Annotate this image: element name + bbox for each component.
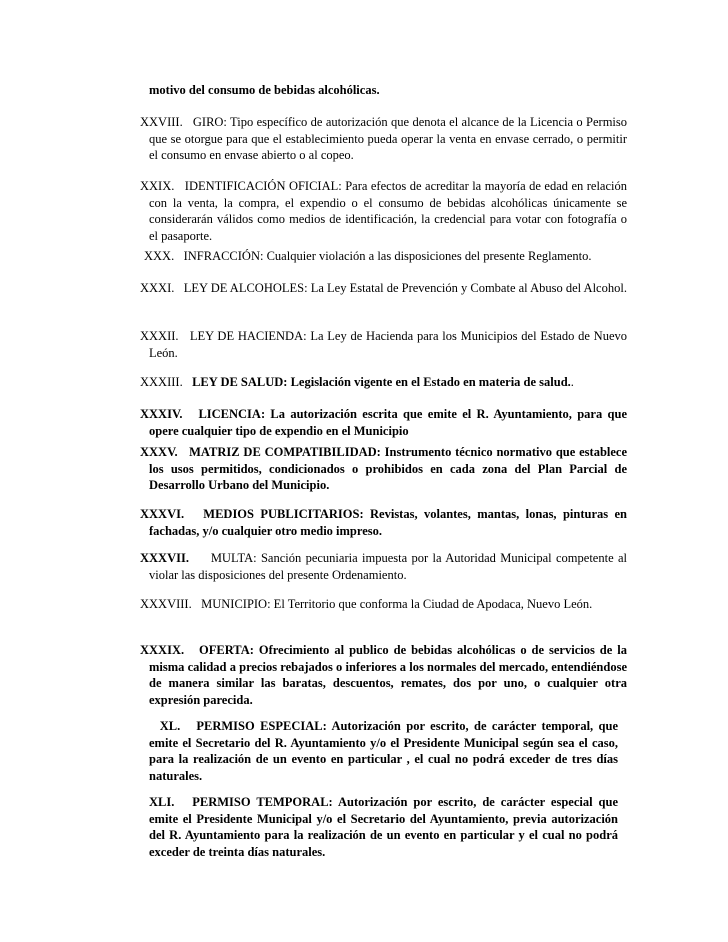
definition-xxxiii: XXXIII. LEY DE SALUD: Legislación vigente en el Estado en materia de salud..	[140, 375, 574, 389]
definition-xxxvii: XXXVII. MULTA: Sanción pecuniaria impuesta por la Autoridad Municipal competente al violar las disposiciones del presente Ordenamiento.	[140, 551, 628, 582]
paragraph-continuation: motivo del consumo de bebidas alcohólicas.	[149, 83, 380, 97]
definition-xxxiv: XXXIV. LICENCIA: La autorización escrita que emite el R. Ayuntamiento, para que opere cualquier tipo de expendio en el Municipio	[140, 407, 627, 438]
definition-xxxi: XXXI. LEY DE ALCOHOLES: La Ley Estatal de Prevención y Combate al Abuso del Alcohol.	[140, 281, 627, 295]
definition-xli: XLI. PERMISO TEMPORAL: Autorización por escrito, de carácter especial que emite el Presidente Municipal y/o el Secretario del Ayuntamiento, previa autorización del R. Ayuntamiento para la realización de un evento en particular y el cual no podrá exceder de treinta días naturales.	[149, 795, 619, 859]
definition-xxxvi: XXXVI. MEDIOS PUBLICITARIOS: Revistas, volantes, mantas, lonas, pinturas en fachadas, y/o cualquier otro medio impreso.	[140, 507, 627, 538]
definition-xxviii: XXVIII. GIRO: Tipo específico de autorización que denota el alcance de la Licencia o Permiso que se otorgue para que el establecimiento pueda operar la venta en envase cerrado, o permitir el consumo en envase abierto o al copeo.	[140, 115, 628, 162]
definition-xxix: XXIX. IDENTIFICACIÓN OFICIAL: Para efectos de acreditar la mayoría de edad en relación con la venta, la compra, el expendio o el consumo de bebidas alcohólicas únicamente se considerarán válidos como medios de identificación, la credencial para votar con fotografía o el pasaporte.	[140, 179, 628, 243]
definition-xxxviii: XXXVIII. MUNICIPIO: El Territorio que conforma la Ciudad de Apodaca, Nuevo León.	[140, 597, 593, 611]
definition-xxxii: XXXII. LEY DE HACIENDA: La Ley de Hacienda para los Municipios del Estado de Nuevo León.	[140, 329, 627, 360]
definition-xxx: XXX. INFRACCIÓN: Cualquier violación a las disposiciones del presente Reglamento.	[144, 249, 592, 263]
definition-xl: XL. PERMISO ESPECIAL: Autorización por escrito, de carácter temporal, que emite el Secretario del R. Ayuntamiento y/o el Presidente Municipal según sea el caso, para la realización de un evento en particular , el cual no podrá exceder de tres días naturales.	[149, 719, 619, 783]
definition-xxxv: XXXV. MATRIZ DE COMPATIBILIDAD: Instrumento técnico normativo que establece los usos permitidos, condicionados o prohibidos en cada zona del Plan Parcial de Desarrollo Urbano del Municipio.	[140, 445, 628, 492]
definition-xxxix: XXXIX. OFERTA: Ofrecimiento al publico de bebidas alcohólicas o de servicios de la misma calidad a precios rebajados o inferiores a los normales del mercado, entendiéndose de manera similar las baratas, descuentos, remates, dos por uno, o cualquier otra expresión parecida.	[140, 643, 627, 707]
